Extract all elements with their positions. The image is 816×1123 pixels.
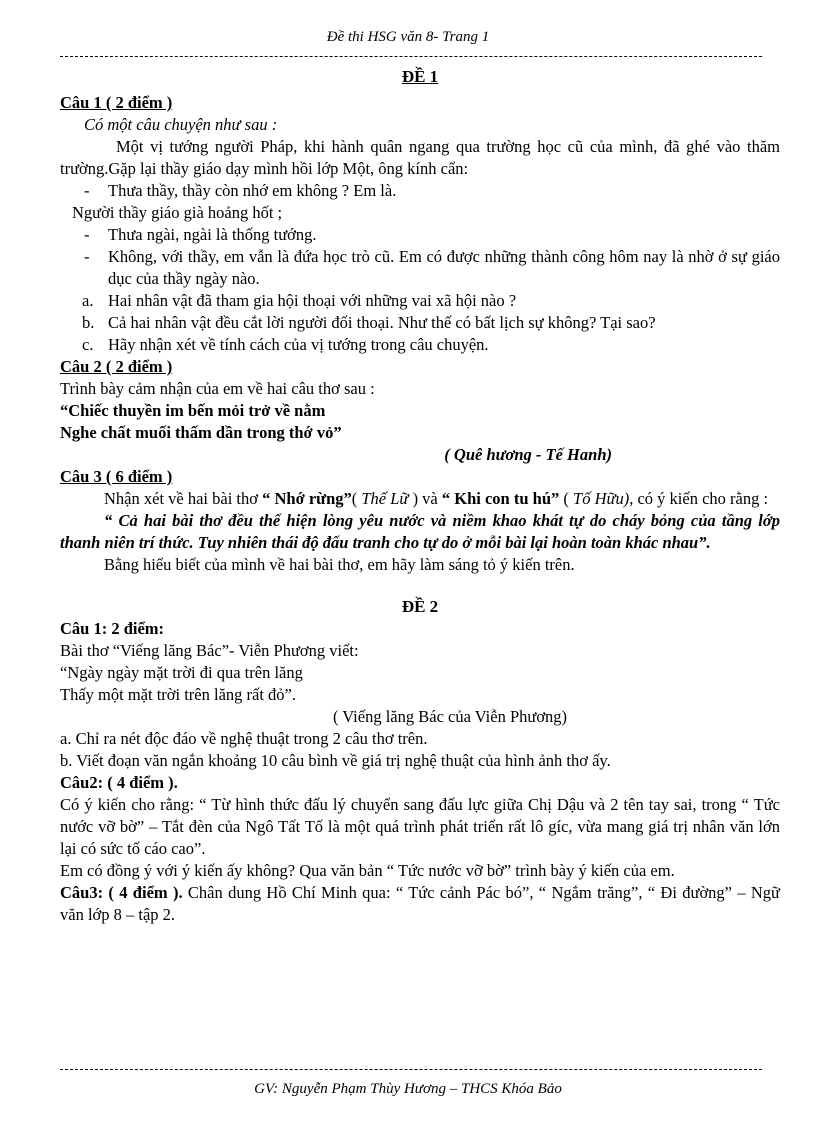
sub-question-text: Hai nhân vật đã tham gia hội thoại với những vai xã hội nào ? xyxy=(108,291,517,310)
list-marker: c. xyxy=(82,335,94,354)
sub-question-b xyxy=(60,312,780,334)
de1-title: ĐỀ 1 xyxy=(401,67,439,86)
de1-q3-prompt xyxy=(60,488,780,510)
de1-q3-heading: Câu 3 ( 6 điểm ) xyxy=(60,467,173,486)
dialogue-line xyxy=(60,180,780,202)
prompt-text: ) và xyxy=(408,489,442,508)
page-footer: GV: Nguyễn Phạm Thùy Hương – THCS Khóa Bảo xyxy=(254,1081,562,1097)
sub-question-a xyxy=(60,290,780,312)
dialogue-text: Thưa thầy, thầy còn nhớ em không ? Em là. xyxy=(108,181,397,200)
de1-q3-task: Bằng hiểu biết của mình về hai bài thơ, em hãy làm sáng tỏ ý kiến trên. xyxy=(104,555,575,574)
de2-q1-heading: Câu 1: 2 điểm: xyxy=(60,619,165,638)
de1-q2-intro: Trình bày cảm nhận của em về hai câu thơ sau : xyxy=(60,379,375,398)
de1-q1-intro: Có một câu chuyện như sau : xyxy=(84,115,278,134)
dash-marker: - xyxy=(84,225,90,244)
poem-line: Nghe chất muối thấm dần trong thớ vỏ” xyxy=(60,423,342,442)
poem-title: “ Khi con tu hú” xyxy=(441,489,560,508)
document-body xyxy=(60,66,780,926)
de2-q3-text: Chân dung Hồ Chí Minh qua: “ Tức cảnh Pác bó”, “ Ngắm trăng”, “ Đi đường” – Ngữ văn lớp 8 – tập 2. xyxy=(60,883,780,924)
list-marker: b. xyxy=(82,313,95,332)
de2-q3-heading: Câu3: ( 4 điểm ). xyxy=(60,883,183,902)
de2-q2-statement: Có ý kiến cho rằng: “ Từ hình thức đấu lý chuyển sang đấu lực giữa Chị Dậu và 2 tên tay sai, trong “ Tức nước vỡ bờ” – Tắt đèn của Ngô Tất Tố là một quá trình phát triển rất lô gíc, vừa mang giá trị nhân văn lớn lại có sức tố cáo cao”. xyxy=(60,795,780,858)
author-name: Thế Lữ xyxy=(361,489,409,508)
prompt-text: ( xyxy=(559,489,574,508)
poem-line: Thấy một mặt trời trên lăng rất đỏ”. xyxy=(60,685,296,704)
de1-q3-quote: “ Cả hai bài thơ đều thể hiện lòng yêu nước và niềm khao khát tự do cháy bỏng của tầng lớp thanh niên trí thức. Tuy nhiên thái độ đấu tranh cho tự do ở mỗi bài lại hoàn toàn khác nhau”. xyxy=(60,511,780,552)
de1-q1-reply-intro: Người thầy giáo già hoảng hốt ; xyxy=(72,203,283,222)
de2-q1-intro: Bài thơ “Viếng lăng Bác”- Viễn Phương viết: xyxy=(60,641,359,660)
sub-question-c xyxy=(60,334,780,356)
de2-q3 xyxy=(60,882,780,926)
poem-line: “Chiếc thuyền im bến mỏi trở về nằm xyxy=(60,401,326,420)
sub-question-text: Cả hai nhân vật đều cắt lời người đối thoại. Như thế có bất lịch sự không? Tại sao? xyxy=(108,313,656,332)
de2-title: ĐỀ 2 xyxy=(401,597,439,616)
dash-marker: - xyxy=(84,247,90,266)
footer-divider xyxy=(60,1069,762,1070)
author-name: Tố Hữu), xyxy=(573,489,634,508)
list-marker: a. xyxy=(82,291,94,310)
dialogue-line xyxy=(60,224,780,246)
de1-q1-heading: Câu 1 ( 2 điểm ) xyxy=(60,93,173,112)
page-header: Đề thi HSG văn 8- Trang 1 xyxy=(326,29,490,45)
de1-q2-heading: Câu 2 ( 2 điểm ) xyxy=(60,357,173,376)
dialogue-text: Thưa ngài, ngài là thống tướng. xyxy=(108,225,317,244)
poem-line: “Ngày ngày mặt trời đi qua trên lăng xyxy=(60,663,303,682)
prompt-text: ( xyxy=(351,489,362,508)
dash-marker: - xyxy=(84,181,90,200)
header-divider xyxy=(60,56,762,57)
de2-q1-sub-a: a. Chỉ ra nét độc đáo về nghệ thuật trong 2 câu thơ trên. xyxy=(60,729,428,748)
dialogue-text: Không, với thầy, em vẫn là đứa học trò cũ. Em có được những thành công hôm nay là nhờ ở sự giáo dục của thầy ngày nào. xyxy=(108,247,780,288)
prompt-text: Nhận xét về hai bài thơ xyxy=(104,489,263,508)
prompt-text: có ý kiến cho rằng : xyxy=(633,489,769,508)
de2-q2-heading: Câu2: ( 4 điểm ). xyxy=(60,773,178,792)
de2-q2-task: Em có đồng ý với ý kiến ấy không? Qua văn bản “ Tức nước vỡ bờ” trình bày ý kiến của em. xyxy=(60,861,675,880)
sub-question-text: Hãy nhận xét về tính cách của vị tướng trong câu chuyện. xyxy=(108,335,489,354)
de1-q1-story: Một vị tướng người Pháp, khi hành quân ngang qua trường học cũ của mình, đã ghé vào thăm trường.Gặp lại thầy giáo dạy mình hồi lớp Một, ông kính cẩn: xyxy=(60,137,780,178)
poem-title: “ Nhớ rừng” xyxy=(262,489,352,508)
poem-source: ( Viếng lăng Bác của Viễn Phương) xyxy=(332,707,568,726)
de2-q1-sub-b: b. Viết đoạn văn ngắn khoảng 10 câu bình về giá trị nghệ thuật của hình ảnh thơ ấy. xyxy=(60,751,611,770)
poem-source: ( Quê hương - Tế Hanh) xyxy=(444,445,612,464)
dialogue-line xyxy=(60,246,780,290)
